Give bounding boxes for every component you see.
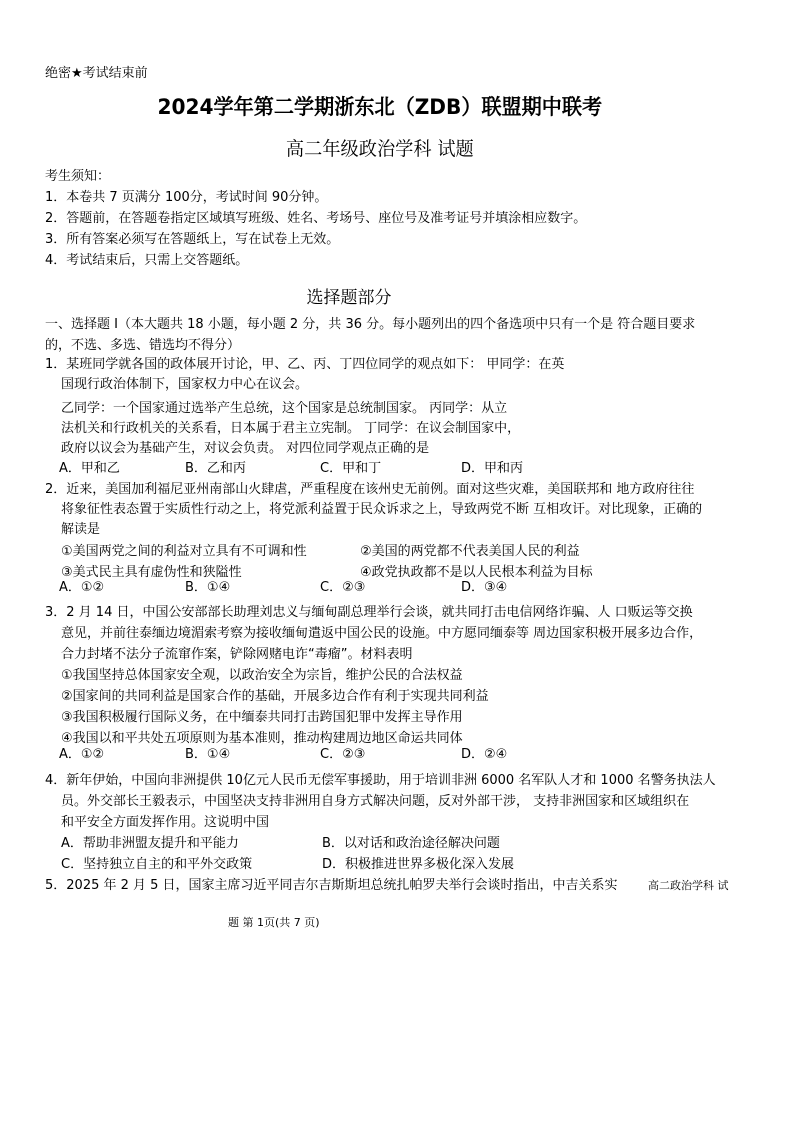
question-text: 国现行政治体制下，国家权力中心在议会。: [61, 377, 309, 392]
question-text: 员。外交部长王毅表示，中国坚决支持非洲用自身方式解决问题，反对外部干涉， 支持非洲国家和区域组织在: [61, 794, 690, 809]
confidential-label: 绝密★考试结束前: [45, 66, 148, 81]
statement: ①美国两党之间的利益对立具有不可调和性: [61, 544, 307, 559]
statement: ④我国以和平共处五项原则为基本准则，推动构建周边地区命运共同体: [61, 731, 463, 746]
exam-subtitle: 高二年级政治学科 试题: [285, 138, 474, 160]
question-tail: 高二政治学科 试: [648, 879, 729, 892]
question-text: 意见，并前往泰缅边境湄索考察为接收缅甸遣返中国公民的设施。中方愿同缅泰等 周边国家积极开展多边合作，: [61, 626, 703, 641]
instruction-item: 1．本卷共 7 页满分 100分，考试时间 90分钟。: [45, 190, 328, 205]
option-c: C．②③: [320, 580, 366, 595]
question-text: 1．某班同学就各国的政体展开讨论，甲、乙、丙、丁四位同学的观点如下： 甲同学：在英: [45, 357, 565, 372]
option-d: D．②④: [461, 747, 508, 762]
instruction-item: 3．所有答案必须写在答题纸上，写在试卷上无效。: [45, 232, 340, 247]
option-c: C．坚持独立自主的和平外交政策: [61, 857, 253, 872]
question-text: 法机关和行政机关的关系看，日本属于君主立宪制。 丁同学：在议会制国家中，: [61, 421, 521, 436]
option-b: B．以对话和政治途径解决问题: [322, 836, 500, 851]
question-text: 将象征性表态置于实质性行动之上，将党派利益置于民众诉求之上，导致两党不断 互相攻讦。对比现象，正确的: [61, 502, 703, 517]
option-c: C．甲和丁: [320, 461, 382, 476]
question-text: 2．近来，美国加利福尼亚州南部山火肆虐，严重程度在该州史无前例。面对这些灾难，美国联邦和 地方政府往往: [45, 482, 695, 497]
instruction-item: 2．答题前，在答题卷指定区域填写班级、姓名、考场号、座位号及准考证号并填涂相应数字。: [45, 211, 587, 226]
option-b: B．①④: [185, 580, 231, 595]
instructions-heading: 考生须知：: [45, 169, 111, 184]
question-text: 5．2025 年 2 月 5 日，国家主席习近平同吉尔吉斯斯坦总统扎帕罗夫举行会谈时指出，中吉关系实: [45, 878, 618, 893]
section-title: 选择题部分: [306, 288, 392, 308]
statement: ④政党执政都不是以人民根本利益为目标: [360, 565, 593, 580]
question-text: 政府以议会为基础产生，对议会负责。 对四位同学观点正确的是: [61, 441, 430, 456]
instruction-item: 4．考试结束后，只需上交答题纸。: [45, 253, 249, 268]
option-a: A．甲和乙: [59, 461, 120, 476]
statement: ①我国坚持总体国家安全观，以政治安全为宗旨，维护公民的合法权益: [61, 668, 463, 683]
question-text: 3．2 月 14 日，中国公安部部长助理刘忠义与缅甸副总理举行会谈，就共同打击电信网络诈骗、人 口贩运等交换: [45, 605, 693, 620]
page-footer: 题 第 1页(共 7 页): [228, 916, 320, 929]
option-b: B．乙和丙: [185, 461, 246, 476]
statement: ③我国积极履行国际义务，在中缅泰共同打击跨国犯罪中发挥主导作用: [61, 710, 463, 725]
statement: ②美国的两党都不代表美国人民的利益: [360, 544, 580, 559]
option-a: A．①②: [59, 747, 105, 762]
option-a: A．帮助非洲盟友提升和平能力: [61, 836, 239, 851]
question-text: 合力封堵不法分子流窜作案，铲除网赌电诈“毒瘤”。材料表明: [61, 647, 413, 662]
section-intro: 一、选择题 I（本大题共 18 小题，每小题 2 分，共 36 分。每小题列出的四个备选项中只有一个是 符合题目要求: [45, 317, 696, 332]
option-a: A．①②: [59, 580, 105, 595]
exam-title: 2024学年第二学期浙东北（ZDB）联盟期中联考: [157, 95, 603, 119]
question-text: 4．新年伊始，中国向非洲提供 10亿元人民币无偿军事援助，用于培训非洲 6000 名军队人才和 1000 名警务执法人: [45, 773, 716, 788]
section-intro: 的，不选、多选、错选均不得分）: [45, 338, 241, 353]
option-c: C．②③: [320, 747, 366, 762]
question-text: 和平安全方面发挥作用。这说明中国: [61, 815, 270, 830]
option-d: D．③④: [461, 580, 508, 595]
question-text: 解读是: [61, 522, 101, 537]
option-d: D．甲和丙: [461, 461, 524, 476]
option-b: B．①④: [185, 747, 231, 762]
statement: ③美式民主具有虚伪性和狭隘性: [61, 565, 242, 580]
option-d: D．积极推进世界多极化深入发展: [322, 857, 515, 872]
question-text: 乙同学：一个国家通过选举产生总统，这个国家是总统制国家。 丙同学：从立: [61, 401, 508, 416]
statement: ②国家间的共同利益是国家合作的基础，开展多边合作有利于实现共同利益: [61, 689, 489, 704]
